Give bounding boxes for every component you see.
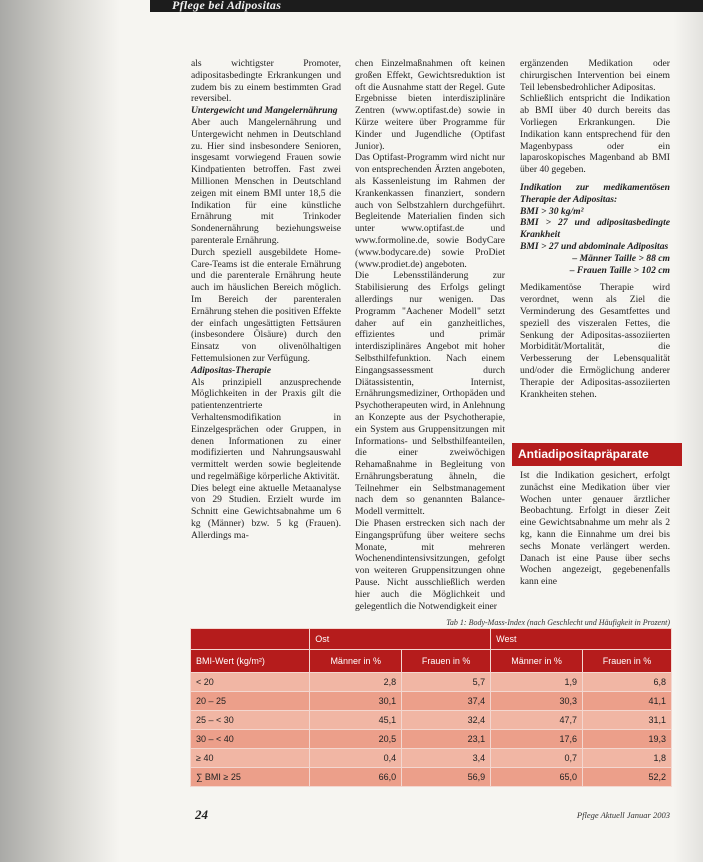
table-row bbox=[191, 673, 672, 692]
col3-paragraph-3: Medikamentöse Therapie wird verordnet, wenn als Ziel die Verminderung des Gesamtfettes und speziell des viszeralen Fettes, die Senkung der Adipositas-assoziierten Morbidität/Mortalität, die Verbesserung der Lebensqualität und/oder die Ermöglichung anderer Therapie der Adipositas-assoziierten Krankheiten stehen. bbox=[520, 282, 670, 400]
footer-source: Pflege Aktuell Januar 2003 bbox=[576, 810, 670, 820]
table-cell: 32,4 bbox=[402, 711, 491, 730]
table-column-header: Männer in % bbox=[310, 650, 402, 673]
indication-item-5: – Frauen Taille > 102 cm bbox=[569, 264, 670, 276]
table-cell: < 20 bbox=[191, 673, 310, 692]
table-cell: ≥ 40 bbox=[191, 749, 310, 768]
table-column-header: Männer in % bbox=[491, 650, 583, 673]
table-cell: 0,4 bbox=[310, 749, 402, 768]
col2-paragraph-3: Die Lebensstiländerung zur Stabilisierung des Erfolgs gelingt allerdings nur wenigen. Das Programm "Aachener Modell" setzt daher auf ein ganzheitliches, effizientes und primär interdisziplinäres Angebot mit hoher Selbsthilfefunktion. Nach einem Eingangsassessment durch Diätassistentin, Internist, Ernährungsmediziner, Orthopäden und Psychotherapeuten wird, in Anlehnung an Konzepte aus der Psychotherapie, ein System aus Gruppensitzungen mit Informations- und Selbsthilfeanteilen, die einer zweiwöchigen Rehamaßnahme in Begleitung von Ernährungsberatung ähneln, die Teilnehmer ein Selbstmanagement nach dem so genannten Balance-Modell vermittelt. bbox=[355, 270, 505, 518]
table-cell: 5,7 bbox=[402, 673, 491, 692]
col2-paragraph-4: Die Phasen erstrecken sich nach der Eingangsprüfung über weitere sechs Monate, mit mehreren Wochenendintensivsitzungen, gefolgt von weiteren Gruppensitzungen ohne Pause. Nicht ausschließlich werden hier auch die Möglichkeit und gelegentlich die Notwendigkeit einer bbox=[355, 518, 505, 612]
table-cell: 30,1 bbox=[310, 692, 402, 711]
col2-paragraph-1: chen Einzelmaßnahmen oft keinen großen Effekt, Gewichtsreduktion ist oft die Ausnahme statt der Regel. Gute Ergebnisse bieten interdisziplinäre Zentren (www.optifast.de) sowie in Kürze weitere über Programme für Kinder und Jugendliche (Optifast Junior). bbox=[355, 58, 505, 152]
table-column-header-row bbox=[191, 650, 672, 673]
table-row bbox=[191, 711, 672, 730]
table-column-header: Frauen in % bbox=[583, 650, 672, 673]
col3-paragraph-1: ergänzenden Medikation oder chirurgischen Intervention bei einem Teil lebensbedrohlicher Adipositas. bbox=[520, 58, 670, 93]
table-cell: 6,8 bbox=[583, 673, 672, 692]
col1-paragraph-4: Dies belegt eine aktuelle Metaanalyse von 29 Studien. Erzielt wurde im Schnitt eine Gewichtsabnahme um 6 kg (Männer) bzw. 5 kg (Frauen). Allerdings ma- bbox=[191, 482, 341, 541]
table-cell: 65,0 bbox=[491, 768, 583, 787]
table-cell: 66,0 bbox=[310, 768, 402, 787]
column-1 bbox=[191, 58, 341, 542]
col3-paragraph-2: Schließlich entspricht die Indikation ab BMI über 40 durch bereits das Vorliegen Erkrankungen. Die Indikation kann entsprechend für den Magenbypass oder ein laparoskopisches Magenband ab BMI über 40 gegeben. bbox=[520, 93, 670, 176]
bmi-table bbox=[190, 628, 672, 787]
col1-intro: als wichtigster Promoter, adipositasbedingte Erkrankungen und zudem bis zu einem bestimmten Grad reversibel. bbox=[191, 58, 341, 105]
table-cell: 41,1 bbox=[583, 692, 672, 711]
table-cell: 3,4 bbox=[402, 749, 491, 768]
table-row bbox=[191, 692, 672, 711]
table-cell: 47,7 bbox=[491, 711, 583, 730]
table-cell: 19,3 bbox=[583, 730, 672, 749]
table-cell: 2,8 bbox=[310, 673, 402, 692]
indication-item-1: BMI > 30 kg/m² bbox=[520, 205, 584, 217]
section-heading-drugs: Antiadipositapräparate bbox=[512, 443, 682, 466]
table-caption: Tab 1: Body-Mass-Index (nach Geschlecht und Häufigkeit in Prozent) bbox=[446, 618, 670, 627]
col2-paragraph-2: Das Optifast-Programm wird nicht nur von entsprechenden Ärzten angeboten, als Kassenleistung im Rahmen der Krankenkassen finanziert, sondern auch von Selbstzahlern durchgeführt. Begleitende Materialien finden sich unter www.optifast.de und www.formoline.de, sowie BodyCare (www.bodycare.de) sowie ProDiet (www.prodiet.de) angeboten. bbox=[355, 152, 505, 270]
table-cell: 52,2 bbox=[583, 768, 672, 787]
running-header bbox=[150, 0, 703, 12]
table-column-header: BMI-Wert (kg/m²) bbox=[191, 650, 310, 673]
table-cell: 25 – < 30 bbox=[191, 711, 310, 730]
table-row bbox=[191, 768, 672, 787]
table-cell: 45,1 bbox=[310, 711, 402, 730]
table-group-east: Ost bbox=[310, 629, 491, 650]
col1-subheading-undernutrition: Untergewicht und Mangelernährung bbox=[191, 105, 338, 117]
table-cell: 56,9 bbox=[402, 768, 491, 787]
table-cell: 0,7 bbox=[491, 749, 583, 768]
table-cell: 30,3 bbox=[491, 692, 583, 711]
table-row bbox=[191, 730, 672, 749]
col1-paragraph-2: Durch speziell ausgebildete Home-Care-Teams ist die enterale Ernährung und die parenterale Ernährung heute auch im häuslichen Bereich möglich. Im Bereich der parenteralen Ernährung stehen die positiven Effekte der einfach ungesättigten Fettsäuren (insbesondere Ölsäure) durch den Einsatz von olivenölhaltigen Fettemulsionen zur Verfügung. bbox=[191, 246, 341, 364]
column-2 bbox=[355, 58, 505, 612]
table-cell: ∑ BMI ≥ 25 bbox=[191, 768, 310, 787]
indication-item-4: – Männer Taille > 88 cm bbox=[572, 252, 670, 264]
page-number: 24 bbox=[195, 807, 208, 822]
table-cell: 23,1 bbox=[402, 730, 491, 749]
col1-paragraph-3: Als prinzipiell anzusprechende Möglichkeiten in der Praxis gilt die patientenzentrierte Verhaltensmodifikation in Einzelgesprächen oder Gruppen, in denen Informationen zu einer modifizierten und Nahrungsauswahl vermittelt werden sowie begleitende und regelmäßige körperliche Aktivität. bbox=[191, 376, 341, 482]
table-cell: 37,4 bbox=[402, 692, 491, 711]
table-cell: 1,9 bbox=[491, 673, 583, 692]
indication-title: Indikation zur medikamentösen Therapie der Adipositas: bbox=[520, 181, 670, 205]
col1-subheading-therapy: Adipositas-Therapie bbox=[191, 364, 271, 376]
indication-item-2: BMI > 27 und adipositasbedingte Krankheit bbox=[520, 217, 670, 241]
col1-paragraph-1: Aber auch Mangelernährung und Untergewicht nehmen in Deutschland zu. Hier sind insbesondere Senioren, insgesamt vorwiegend Frauen sowie Kindpatienten betroffen. Fast zwei Millionen Menschen in Deutschland zeigen mit einem BMI unter 18,5 die Indikation für eine künstliche Ernährung mit Trinkoder Sondenernährung beziehungsweise parenterale Ernährung. bbox=[191, 116, 341, 246]
table-column-header: Frauen in % bbox=[402, 650, 491, 673]
table-row bbox=[191, 749, 672, 768]
table-cell: 17,6 bbox=[491, 730, 583, 749]
page-edge-shadow bbox=[673, 0, 703, 862]
table-cell: 1,8 bbox=[583, 749, 672, 768]
running-header-title: Pflege bei Adipositas bbox=[172, 0, 282, 12]
indication-item-3: BMI > 27 und abdominale Adipositas bbox=[520, 240, 669, 252]
table-cell: 20 – 25 bbox=[191, 692, 310, 711]
column-3 bbox=[520, 58, 670, 400]
table-cell: 31,1 bbox=[583, 711, 672, 730]
table-group-west: West bbox=[491, 629, 672, 650]
table-cell: 30 – < 40 bbox=[191, 730, 310, 749]
table-group-spacer bbox=[191, 629, 310, 650]
page-fold-shadow bbox=[0, 0, 120, 862]
table-group-header-row bbox=[191, 629, 672, 650]
column-3-continued bbox=[520, 470, 670, 588]
col3-paragraph-4: Ist die Indikation gesichert, erfolgt zunächst eine Medikation über vier Wochen unter genauer ärztlicher Beobachtung. Erfolgt in dieser Zeit eine Gewichtsabnahme um mehr als 2 kg, kann die Einnahme um drei bis sechs Monate verlängert werden. Danach ist eine Pause über sechs Wochen angezeigt, gegebenenfalls kann eine bbox=[520, 470, 670, 588]
table-cell: 20,5 bbox=[310, 730, 402, 749]
